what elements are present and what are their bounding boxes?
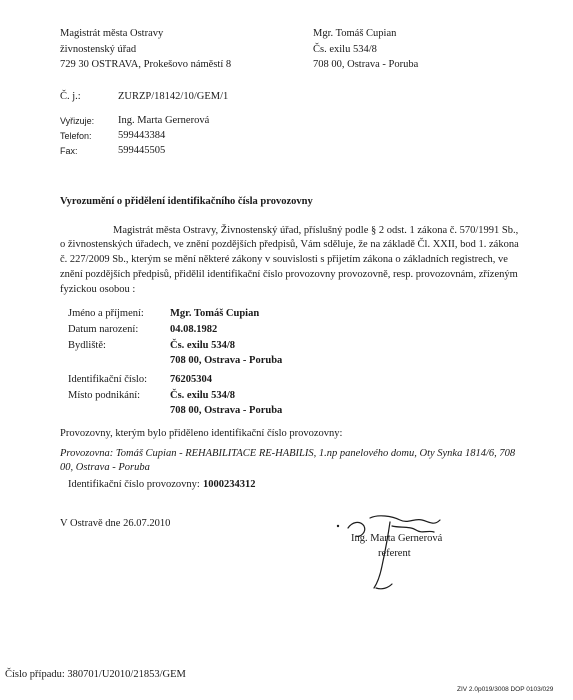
intro-line-3: č. 227/2009 Sb., kterým se mění některé zákony v souvislosti s přijetím zákona o základních registrech, ve	[60, 254, 508, 265]
intro-line-5: fyzickou osobou :	[60, 284, 136, 295]
residence-line-2: 708 00, Ostrava - Poruba	[170, 355, 283, 366]
name-label: Jméno a příjmení:	[68, 308, 144, 319]
handler-value: Ing. Marta Gernerová	[118, 115, 210, 126]
sender-line-3: 729 30 OSTRAVA, Prokešovo náměstí 8	[60, 59, 232, 70]
premises-id-value: 1000234312	[203, 479, 256, 490]
signatory-role: referent	[378, 548, 411, 559]
fax-label: Fax:	[60, 146, 78, 156]
document-subject: Vyrozumění o přidělení identifikačního čísla provozovny	[60, 196, 313, 207]
intro-line-4: znění pozdějších předpisů, přidělil identifikační číslo provozovny provozovně, resp. provozovnám, zřízeným	[60, 269, 518, 280]
sender-line-2: živnostenský úřad	[60, 44, 137, 55]
business-line-2: 708 00, Ostrava - Poruba	[170, 405, 283, 416]
cj-label: Č. j.:	[60, 91, 81, 102]
recipient-line-1: Mgr. Tomáš Cupian	[313, 28, 397, 39]
phone-value: 599443384	[118, 130, 166, 141]
intro-line-2: o živnostenských úřadech, ve znění pozdějších předpisů, Vám sděluje, že na základě Čl. XXII, bod 1. zákona	[60, 239, 519, 250]
residence-label: Bydliště:	[68, 340, 106, 351]
fax-value: 599445505	[118, 145, 166, 156]
premises-desc-line-1: Provozovna: Tomáš Cupian - REHABILITACE RE-HABILIS, 1.np panelového domu, Oty Synka 1814/6, 708	[60, 448, 516, 459]
recipient-line-3: 708 00, Ostrava - Poruba	[313, 59, 419, 70]
business-line-1: Čs. exilu 534/8	[170, 390, 236, 401]
handler-label: Vyřizuje:	[60, 116, 95, 126]
premises-desc-line-2: 00, Ostrava - Poruba	[60, 462, 150, 473]
id-label: Identifikační číslo:	[68, 374, 148, 385]
place-date: V Ostravě dne 26.07.2010	[60, 518, 171, 529]
sender-line-1: Magistrát města Ostravy	[60, 28, 164, 39]
residence-line-1: Čs. exilu 534/8	[170, 340, 236, 351]
name-value: Mgr. Tomáš Cupian	[170, 308, 260, 319]
intro-line-1: Magistrát města Ostravy, Živnostenský úřad, příslušný podle § 2 odst. 1 zákona č. 570/1991 Sb.,	[113, 225, 519, 236]
id-value: 76205304	[170, 374, 212, 385]
business-label: Místo podnikání:	[68, 390, 141, 401]
document-code: ZIV 2.0p019/3008 DOP 0103/029	[457, 686, 554, 693]
premises-id-label: Identifikační číslo provozovny:	[68, 479, 200, 490]
birth-value: 04.08.1982	[170, 324, 218, 335]
signatory-name: Ing. Marta Gernerová	[351, 533, 443, 544]
phone-label: Telefon:	[60, 131, 92, 141]
birth-label: Datum narození:	[68, 324, 139, 335]
case-number: Číslo případu: 380701/U2010/21853/GEM	[5, 669, 186, 680]
premises-intro: Provozovny, kterým bylo přiděleno identifikační číslo provozovny:	[60, 428, 343, 439]
cj-value: ZURZP/18142/10/GEM/1	[118, 91, 229, 102]
recipient-line-2: Čs. exilu 534/8	[313, 44, 377, 55]
